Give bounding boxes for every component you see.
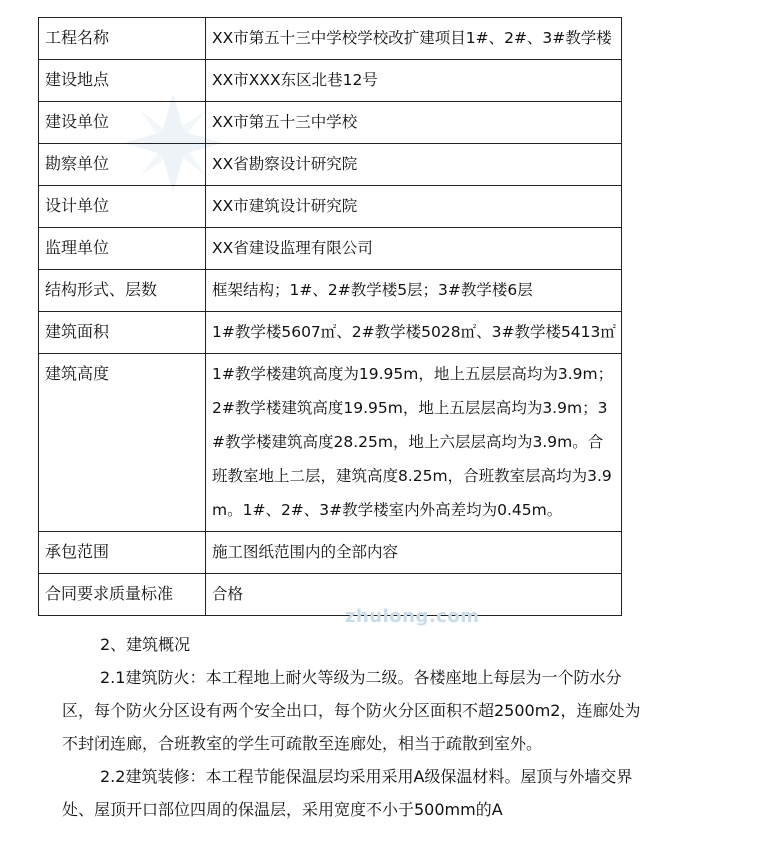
section-heading: 2、建筑概况: [100, 635, 191, 654]
row-label: 建设单位: [39, 102, 206, 144]
building-overview-section: [62, 628, 652, 826]
row-label: 勘察单位: [39, 144, 206, 186]
row-value: XX省建设监理有限公司: [206, 228, 622, 270]
table-row: [39, 532, 622, 574]
paragraph-decoration: 2.2建筑装修：本工程节能保温层均采用采用A级保温材料。屋顶与外墙交界处、屋顶开口部位四周的保温层，采用宽度不小于500mm的A: [62, 767, 633, 819]
table-row: [39, 354, 622, 532]
row-value: 施工图纸范围内的全部内容: [206, 532, 622, 574]
table-row: [39, 18, 622, 60]
row-label: 承包范围: [39, 532, 206, 574]
row-label: 工程名称: [39, 18, 206, 60]
project-info-table: [38, 17, 622, 616]
watermark-text: zhulong.com: [345, 606, 480, 627]
row-value: XX省勘察设计研究院: [206, 144, 622, 186]
table-row: [39, 228, 622, 270]
row-value: XX市建筑设计研究院: [206, 186, 622, 228]
table-row: [39, 144, 622, 186]
table-row: [39, 312, 622, 354]
table-row: [39, 60, 622, 102]
paragraph-fire-protection: 2.1建筑防火：本工程地上耐火等级为二级。各楼座地上每层为一个防水分区，每个防火分区设有两个安全出口，每个防火分区面积不超2500m2，连廊处为不封闭连廊，合班教室的学生可疏散至连廊处，相当于疏散到室外。: [62, 668, 641, 753]
row-value: 合格: [206, 574, 622, 616]
table-row: [39, 186, 622, 228]
row-value: 1#教学楼建筑高度为19.95m，地上五层层高均为3.9m；2#教学楼建筑高度19.95m，地上五层层高均为3.9m；3#教学楼建筑高度28.25m，地上六层层高均为3.9m。合班教室地上二层，建筑高度8.25m，合班教室层高均为3.9m。1#、2#、3#教学楼室内外高差均为0.45m。: [206, 354, 622, 532]
row-label: 监理单位: [39, 228, 206, 270]
table-row: [39, 270, 622, 312]
row-value: 1#教学楼5607㎡、2#教学楼5028㎡、3#教学楼5413㎡: [206, 312, 622, 354]
table-row: [39, 574, 622, 616]
row-label: 合同要求质量标准: [39, 574, 206, 616]
row-label: 建设地点: [39, 60, 206, 102]
row-label: 建筑面积: [39, 312, 206, 354]
row-value: XX市XXX东区北巷12号: [206, 60, 622, 102]
row-value: 框架结构；1#、2#教学楼5层；3#教学楼6层: [206, 270, 622, 312]
row-label: 建筑高度: [39, 354, 206, 532]
row-label: 设计单位: [39, 186, 206, 228]
row-label: 结构形式、层数: [39, 270, 206, 312]
row-value: XX市第五十三中学校学校改扩建项目1#、2#、3#教学楼: [206, 18, 622, 60]
row-value: XX市第五十三中学校: [206, 102, 622, 144]
table-row: [39, 102, 622, 144]
